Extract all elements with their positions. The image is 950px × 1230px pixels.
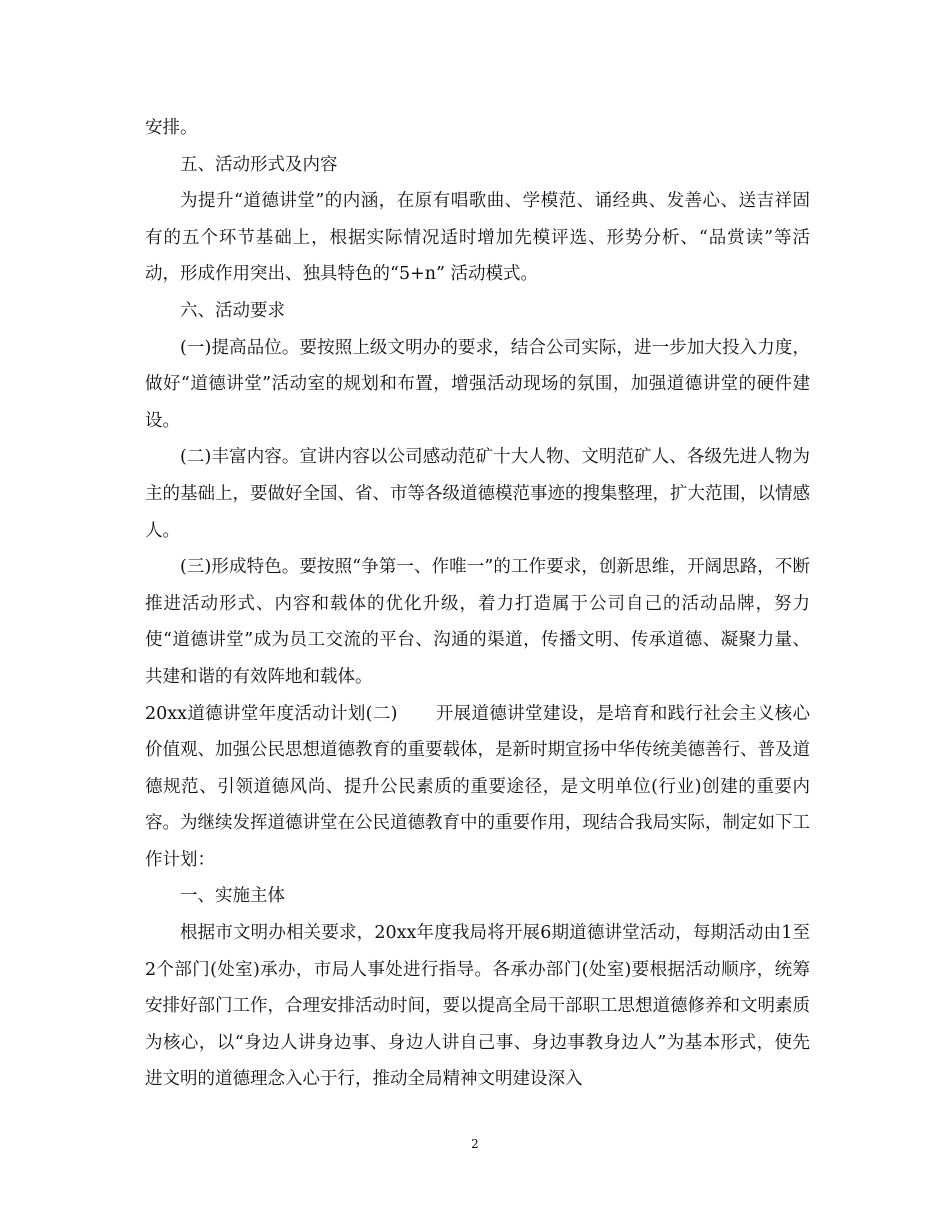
paragraph-continuation: 安排。: [145, 118, 198, 138]
document-body: [145, 110, 810, 1098]
paragraph-requirement-3: (三)形成特色。要按照“争第一、作唯一”的工作要求，创新思维，开阔思路，不断推进活动形式、内容和载体的优化升级，着力打造属于公司自己的活动品牌，努力使“道德讲堂”成为员工交流的平台、沟通的渠道，传播文明、传承道德、凝聚力量、共建和谐的有效阵地和载体。: [145, 557, 810, 687]
heading-activity-requirements: 六、活动要求: [180, 300, 285, 321]
paragraph-implementing-body: 根据市文明办相关要求，20xx年度我局将开展6期道德讲堂活动，每期活动由1至2个部门(处室)承办，市局人事处进行指导。各承办部门(处室)要根据活动顺序，统筹安排好部门工作，合理安排活动时间，要以提高全局干部职工思想道德修养和文明素质为核心，以“身边人讲身边事、身边人讲自己事、身边事教身边人”为基本形式，使先进文明的道德理念入心于行，推动全局精神文明建设深入: [145, 923, 810, 1090]
paragraph-requirement-1: (一)提高品位。要按照上级文明办的要求，结合公司实际，进一步加大投入力度，做好“道德讲堂”活动室的规划和布置，增强活动现场的氛围，加强道德讲堂的硬件建设。: [145, 337, 810, 431]
heading-activity-format: 五、活动形式及内容: [180, 154, 338, 175]
paragraph-requirement-2: (二)丰富内容。宣讲内容以公司感动范矿十大人物、文明范矿人、各级先进人物为主的基础上，要做好全国、省、市等各级道德模范事迹的搜集整理，扩大范围，以情感人。: [145, 447, 810, 541]
page-number: 2: [471, 1137, 479, 1151]
heading-implementing-body: 一、实施主体: [180, 886, 285, 907]
plan-two-intro: 开展道德讲堂建设，是培育和践行社会主义核心价值观、加强公民思想道德教育的重要载体，是新时期宣扬中华传统美德善行、普及道德规范、引领道德风尚、提升公民素质的重要途径，是文明单位(行业)创建的重要内容。为继续发挥道德讲堂在公民道德教育中的重要作用，现结合我局实际，制定如下工作计划：: [145, 703, 810, 870]
plan-two-title: 20xx道德讲堂年度活动计划(二): [145, 703, 398, 724]
paragraph-plan-two: [145, 696, 810, 879]
paragraph-activity-format: 为提升“道德讲堂”的内涵，在原有唱歌曲、学模范、诵经典、发善心、送吉祥固有的五个环节基础上，根据实际情况适时增加先模评选、形势分析、“品赏读”等活动，形成作用突出、独具特色的“5+n” 活动模式。: [145, 191, 810, 285]
